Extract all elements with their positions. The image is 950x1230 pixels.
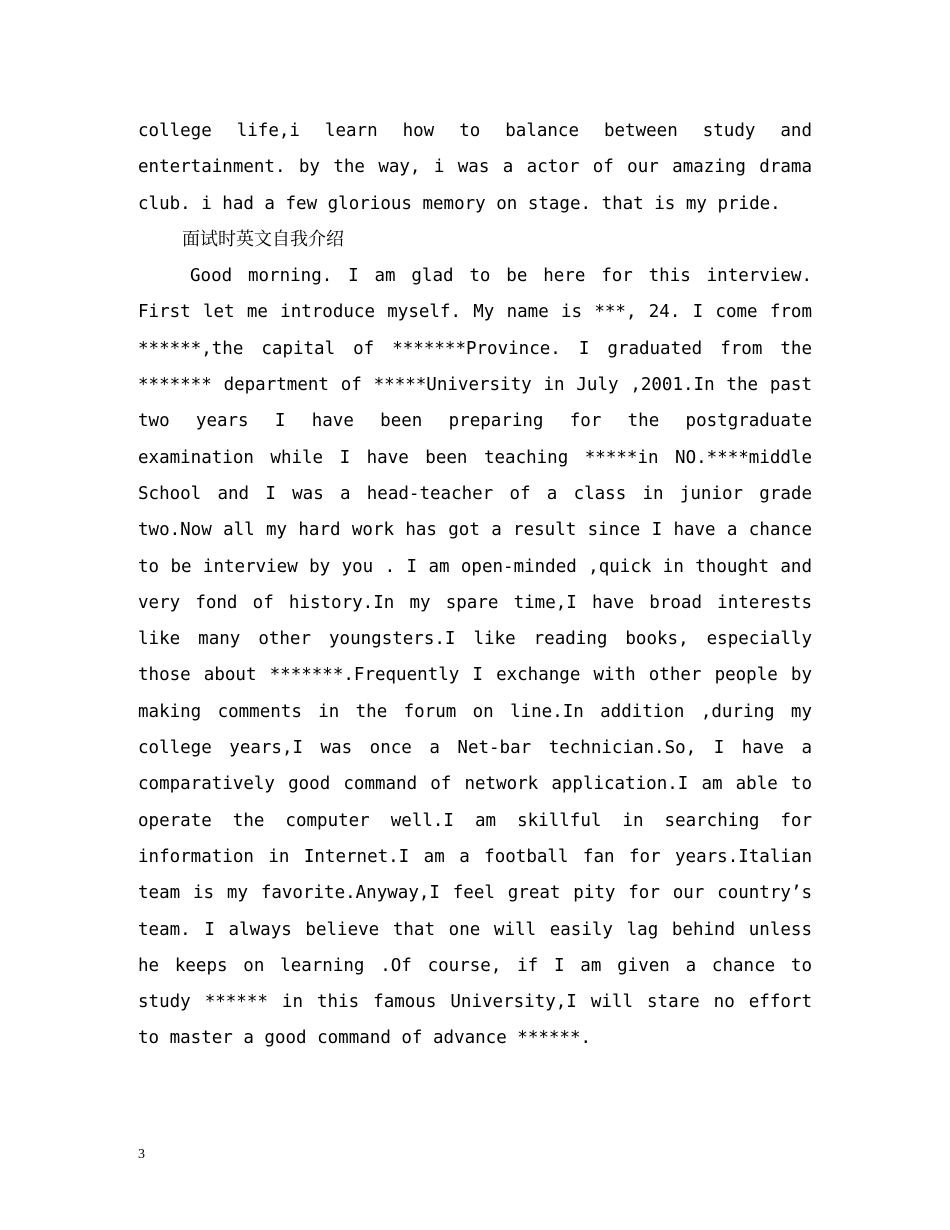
- continued-paragraph: college life,i learn how to balance between study and entertainment. by the way, i was a actor of our amazing drama club. i had a few glorious memory on stage. that is my pride.: [138, 121, 823, 214]
- page-number: 3: [138, 1147, 145, 1162]
- section-heading: 面试时英文自我介绍: [182, 228, 344, 250]
- document-body: [138, 113, 823, 1057]
- interview-paragraph: Good morning. I am glad to be here for this interview. First let me introduce myself. My name is ***, 24. I come from ******,the capital of *******Province. I graduated from the ******* department of *****University in July ,2001.In the past two years I have been preparing for the postgraduate examination while I have been teaching *****in NO.****middle School and I was a head-teacher of a class in junior grade two.Now all my hard work has got a result since I have a chance to be interview by you . I am open-minded ,quick in thought and very fond of history.In my spare time,I have broad interests like many other youngsters.I like reading books, especially those about *******.Frequently I exchange with other people by making comments in the forum on line.In addition ,during my college years,I was once a Net-bar technician.So, I have a comparatively good command of network application.I am able to operate the computer well.I am skillful in searching for information in Internet.I am a football fan for years.Italian team is my favorite.Anyway,I feel great pity for our country’s team. I always believe that one will easily lag behind unless he keeps on learning .Of course, if I am given a chance to study ****** in this famous University,I will stare no effort to master a good command of advance ******.: [138, 266, 823, 1049]
